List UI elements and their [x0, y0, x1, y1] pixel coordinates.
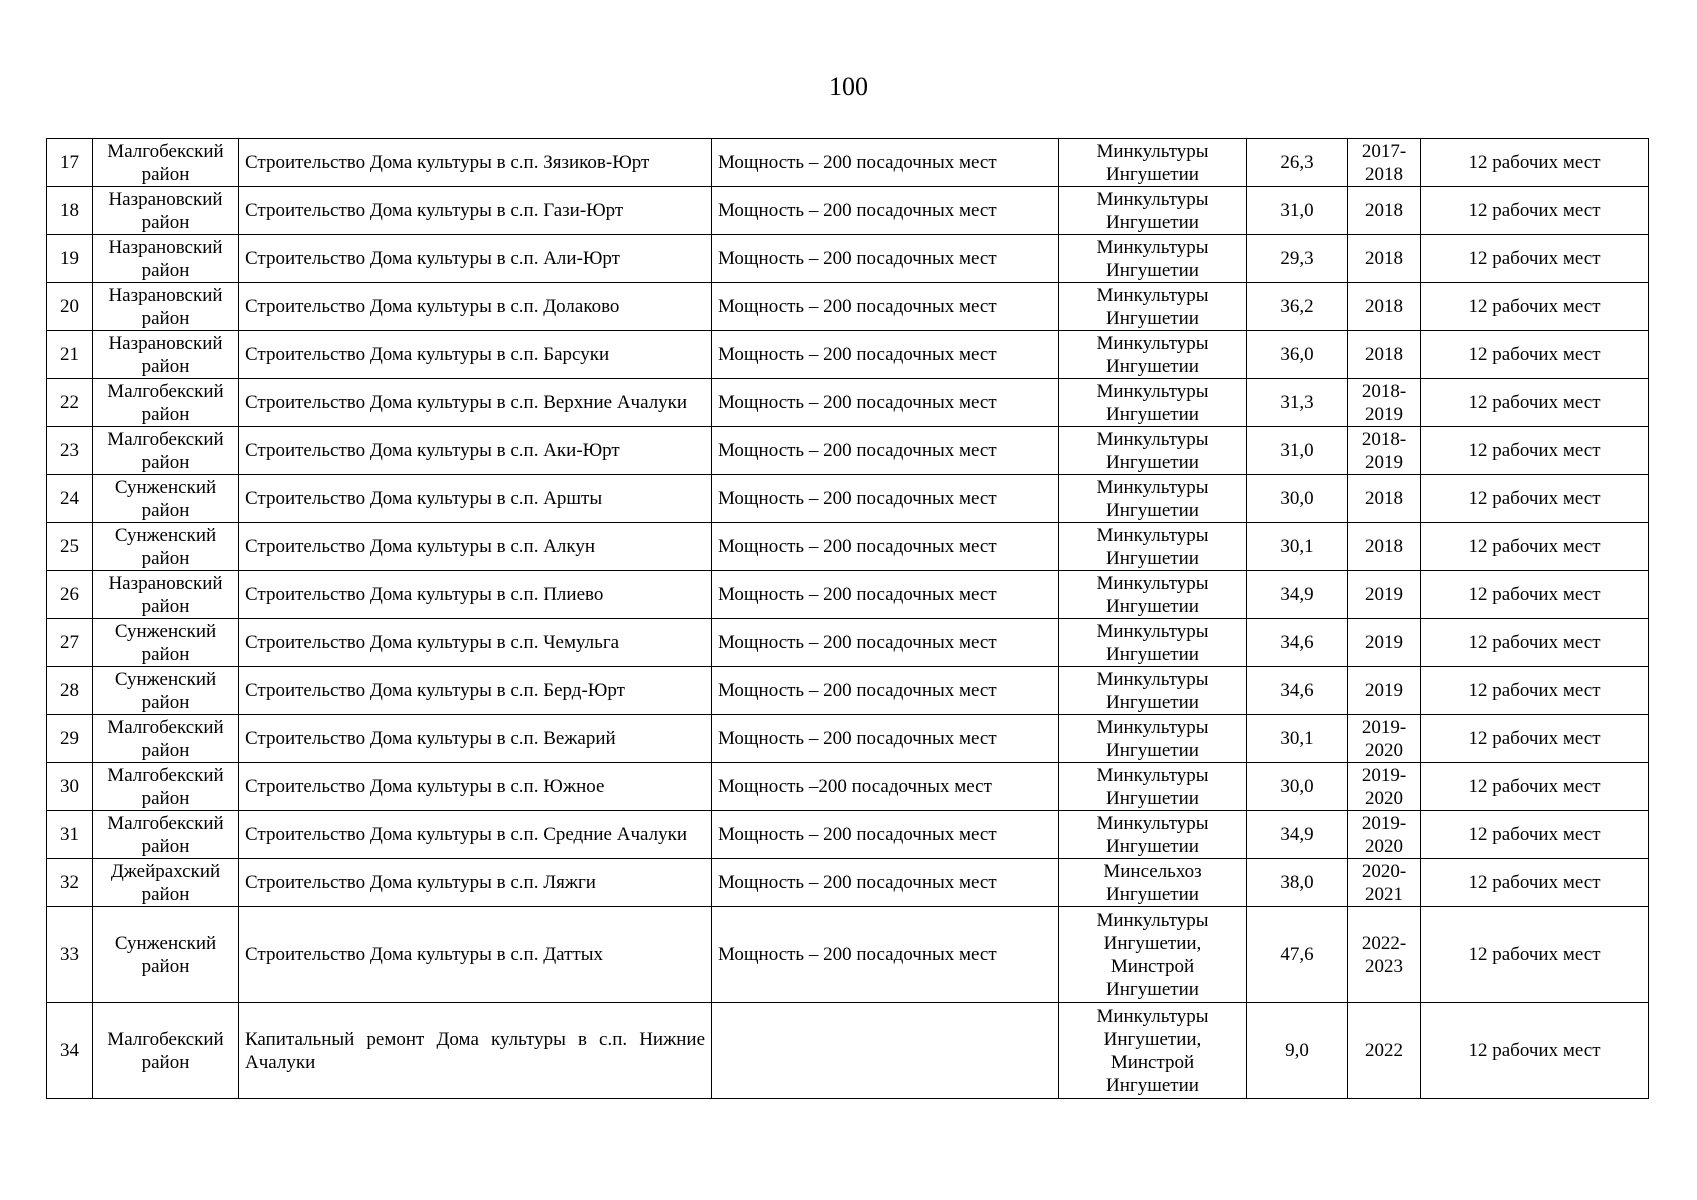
years-cell: 2018: [1348, 475, 1421, 523]
table-row: [47, 523, 1649, 571]
row-number: 25: [47, 523, 93, 571]
table-row: [47, 379, 1649, 427]
ministry-cell: Минкультуры Ингушетии: [1059, 667, 1247, 715]
row-number: 22: [47, 379, 93, 427]
table-row: [47, 187, 1649, 235]
district-cell: Сунженский район: [93, 475, 239, 523]
years-cell: 2018: [1348, 523, 1421, 571]
project-cell: Строительство Дома культуры в с.п. Берд-Юрт: [239, 667, 712, 715]
district-cell: Назрановский район: [93, 571, 239, 619]
project-cell: Строительство Дома культуры в с.п. Плиево: [239, 571, 712, 619]
table-row: [47, 283, 1649, 331]
table-row: [47, 715, 1649, 763]
table-row: [47, 475, 1649, 523]
jobs-cell: 12 рабочих мест: [1421, 283, 1649, 331]
jobs-cell: 12 рабочих мест: [1421, 235, 1649, 283]
row-number: 21: [47, 331, 93, 379]
table-row: [47, 1003, 1649, 1099]
years-cell: 2018: [1348, 331, 1421, 379]
capacity-cell: Мощность – 200 посадочных мест: [712, 475, 1059, 523]
years-cell: 2019: [1348, 571, 1421, 619]
jobs-cell: 12 рабочих мест: [1421, 187, 1649, 235]
cost-cell: 31,3: [1247, 379, 1348, 427]
table-row: [47, 907, 1649, 1003]
cost-cell: 34,9: [1247, 811, 1348, 859]
capacity-cell: Мощность – 200 посадочных мест: [712, 187, 1059, 235]
capacity-cell: Мощность – 200 посадочных мест: [712, 619, 1059, 667]
cost-cell: 30,1: [1247, 523, 1348, 571]
district-cell: Малгобекский район: [93, 427, 239, 475]
cost-cell: 34,9: [1247, 571, 1348, 619]
row-number: 30: [47, 763, 93, 811]
row-number: 33: [47, 907, 93, 1003]
district-cell: Назрановский район: [93, 187, 239, 235]
years-cell: 2019-2020: [1348, 811, 1421, 859]
table-row: [47, 667, 1649, 715]
capacity-cell: Мощность – 200 посадочных мест: [712, 667, 1059, 715]
cost-cell: 30,0: [1247, 475, 1348, 523]
years-cell: 2019-2020: [1348, 715, 1421, 763]
row-number: 20: [47, 283, 93, 331]
ministry-cell: Минкультуры Ингушетии: [1059, 379, 1247, 427]
district-cell: Малгобекский район: [93, 1003, 239, 1099]
project-cell: Строительство Дома культуры в с.п. Ляжги: [239, 859, 712, 907]
jobs-cell: 12 рабочих мест: [1421, 859, 1649, 907]
cost-cell: 9,0: [1247, 1003, 1348, 1099]
capacity-cell: Мощность – 200 посадочных мест: [712, 859, 1059, 907]
ministry-cell: Минкультуры Ингушетии: [1059, 763, 1247, 811]
jobs-cell: 12 рабочих мест: [1421, 619, 1649, 667]
jobs-cell: 12 рабочих мест: [1421, 139, 1649, 187]
cost-cell: 38,0: [1247, 859, 1348, 907]
jobs-cell: 12 рабочих мест: [1421, 475, 1649, 523]
table-row: [47, 571, 1649, 619]
ministry-cell: Минкультуры Ингушетии, Минстрой Ингушетии: [1059, 1003, 1247, 1099]
jobs-cell: 12 рабочих мест: [1421, 763, 1649, 811]
table-row: [47, 763, 1649, 811]
row-number: 29: [47, 715, 93, 763]
project-cell: Строительство Дома культуры в с.п. Барсуки: [239, 331, 712, 379]
table-row: [47, 331, 1649, 379]
table-row: [47, 139, 1649, 187]
jobs-cell: 12 рабочих мест: [1421, 715, 1649, 763]
row-number: 17: [47, 139, 93, 187]
years-cell: 2018: [1348, 235, 1421, 283]
project-cell: Строительство Дома культуры в с.п. Алкун: [239, 523, 712, 571]
ministry-cell: Минкультуры Ингушетии: [1059, 139, 1247, 187]
capacity-cell: Мощность – 200 посадочных мест: [712, 571, 1059, 619]
years-cell: 2018: [1348, 283, 1421, 331]
ministry-cell: Минкультуры Ингушетии: [1059, 475, 1247, 523]
ministry-cell: Минкультуры Ингушетии: [1059, 811, 1247, 859]
capacity-cell: Мощность – 200 посадочных мест: [712, 427, 1059, 475]
capacity-cell: Мощность – 200 посадочных мест: [712, 523, 1059, 571]
row-number: 27: [47, 619, 93, 667]
years-cell: 2018-2019: [1348, 379, 1421, 427]
jobs-cell: 12 рабочих мест: [1421, 571, 1649, 619]
project-cell: Строительство Дома культуры в с.п. Средние Ачалуки: [239, 811, 712, 859]
district-cell: Сунженский район: [93, 907, 239, 1003]
row-number: 26: [47, 571, 93, 619]
table-row: [47, 619, 1649, 667]
capacity-cell: Мощность –200 посадочных мест: [712, 763, 1059, 811]
district-cell: Сунженский район: [93, 523, 239, 571]
cost-cell: 29,3: [1247, 235, 1348, 283]
project-cell: Капитальный ремонт Дома культуры в с.п. Нижние Ачалуки: [239, 1003, 712, 1099]
ministry-cell: Минкультуры Ингушетии: [1059, 187, 1247, 235]
district-cell: Назрановский район: [93, 235, 239, 283]
capacity-cell: Мощность – 200 посадочных мест: [712, 139, 1059, 187]
ministry-cell: Минкультуры Ингушетии: [1059, 427, 1247, 475]
row-number: 19: [47, 235, 93, 283]
jobs-cell: 12 рабочих мест: [1421, 523, 1649, 571]
ministry-cell: Минкультуры Ингушетии: [1059, 523, 1247, 571]
years-cell: 2022: [1348, 1003, 1421, 1099]
years-cell: 2018-2019: [1348, 427, 1421, 475]
jobs-cell: 12 рабочих мест: [1421, 811, 1649, 859]
project-cell: Строительство Дома культуры в с.п. Али-Юрт: [239, 235, 712, 283]
project-cell: Строительство Дома культуры в с.п. Долаково: [239, 283, 712, 331]
page-number: 100: [829, 72, 868, 101]
capacity-cell: [712, 1003, 1059, 1099]
capacity-cell: Мощность – 200 посадочных мест: [712, 811, 1059, 859]
district-cell: Назрановский район: [93, 331, 239, 379]
cost-cell: 31,0: [1247, 427, 1348, 475]
row-number: 18: [47, 187, 93, 235]
years-cell: 2022-2023: [1348, 907, 1421, 1003]
cost-cell: 36,0: [1247, 331, 1348, 379]
ministry-cell: Минкультуры Ингушетии: [1059, 331, 1247, 379]
ministry-cell: Минкультуры Ингушетии: [1059, 571, 1247, 619]
table-row: [47, 859, 1649, 907]
ministry-cell: Минсельхоз Ингушетии: [1059, 859, 1247, 907]
row-number: 28: [47, 667, 93, 715]
projects-table: [46, 138, 1649, 1099]
years-cell: 2019: [1348, 619, 1421, 667]
row-number: 23: [47, 427, 93, 475]
capacity-cell: Мощность – 200 посадочных мест: [712, 331, 1059, 379]
district-cell: Малгобекский район: [93, 379, 239, 427]
project-cell: Строительство Дома культуры в с.п. Южное: [239, 763, 712, 811]
district-cell: Сунженский район: [93, 619, 239, 667]
jobs-cell: 12 рабочих мест: [1421, 667, 1649, 715]
table-row: [47, 811, 1649, 859]
ministry-cell: Минкультуры Ингушетии: [1059, 283, 1247, 331]
project-cell: Строительство Дома культуры в с.п. Аршты: [239, 475, 712, 523]
capacity-cell: Мощность – 200 посадочных мест: [712, 715, 1059, 763]
district-cell: Малгобекский район: [93, 811, 239, 859]
jobs-cell: 12 рабочих мест: [1421, 1003, 1649, 1099]
cost-cell: 31,0: [1247, 187, 1348, 235]
project-cell: Строительство Дома культуры в с.п. Чемульга: [239, 619, 712, 667]
jobs-cell: 12 рабочих мест: [1421, 331, 1649, 379]
district-cell: Малгобекский район: [93, 763, 239, 811]
cost-cell: 36,2: [1247, 283, 1348, 331]
jobs-cell: 12 рабочих мест: [1421, 379, 1649, 427]
table-row: [47, 235, 1649, 283]
years-cell: 2020-2021: [1348, 859, 1421, 907]
district-cell: Малгобекский район: [93, 139, 239, 187]
table-row: [47, 427, 1649, 475]
row-number: 32: [47, 859, 93, 907]
years-cell: 2019: [1348, 667, 1421, 715]
capacity-cell: Мощность – 200 посадочных мест: [712, 283, 1059, 331]
ministry-cell: Минкультуры Ингушетии, Минстрой Ингушетии: [1059, 907, 1247, 1003]
capacity-cell: Мощность – 200 посадочных мест: [712, 379, 1059, 427]
district-cell: Назрановский район: [93, 283, 239, 331]
project-cell: Строительство Дома культуры в с.п. Вежарий: [239, 715, 712, 763]
cost-cell: 30,0: [1247, 763, 1348, 811]
projects-table-body: [47, 139, 1649, 1099]
district-cell: Малгобекский район: [93, 715, 239, 763]
row-number: 31: [47, 811, 93, 859]
capacity-cell: Мощность – 200 посадочных мест: [712, 235, 1059, 283]
ministry-cell: Минкультуры Ингушетии: [1059, 235, 1247, 283]
cost-cell: 47,6: [1247, 907, 1348, 1003]
years-cell: 2018: [1348, 187, 1421, 235]
district-cell: Джейрахский район: [93, 859, 239, 907]
project-cell: Строительство Дома культуры в с.п. Аки-Юрт: [239, 427, 712, 475]
jobs-cell: 12 рабочих мест: [1421, 907, 1649, 1003]
jobs-cell: 12 рабочих мест: [1421, 427, 1649, 475]
cost-cell: 30,1: [1247, 715, 1348, 763]
cost-cell: 34,6: [1247, 619, 1348, 667]
project-cell: Строительство Дома культуры в с.п. Верхние Ачалуки: [239, 379, 712, 427]
years-cell: 2019-2020: [1348, 763, 1421, 811]
ministry-cell: Минкультуры Ингушетии: [1059, 619, 1247, 667]
district-cell: Сунженский район: [93, 667, 239, 715]
project-cell: Строительство Дома культуры в с.п. Гази-Юрт: [239, 187, 712, 235]
row-number: 24: [47, 475, 93, 523]
row-number: 34: [47, 1003, 93, 1099]
project-cell: Строительство Дома культуры в с.п. Даттых: [239, 907, 712, 1003]
capacity-cell: Мощность – 200 посадочных мест: [712, 907, 1059, 1003]
years-cell: 2017-2018: [1348, 139, 1421, 187]
project-cell: Строительство Дома культуры в с.п. Зязиков-Юрт: [239, 139, 712, 187]
cost-cell: 26,3: [1247, 139, 1348, 187]
cost-cell: 34,6: [1247, 667, 1348, 715]
ministry-cell: Минкультуры Ингушетии: [1059, 715, 1247, 763]
